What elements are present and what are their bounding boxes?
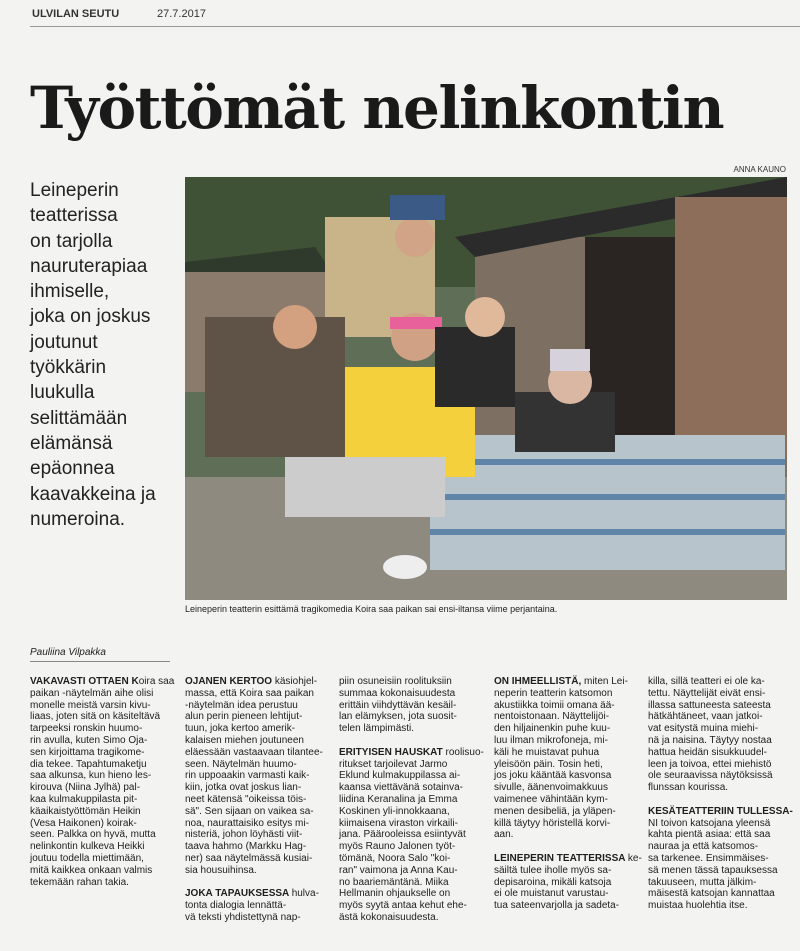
text-line: monelle meistä varsin kivu- [30, 699, 151, 711]
text-line: ON IHMEELLISTÄ, miten Lei- [494, 676, 628, 687]
text-line: no baariemäntänä. Miika [339, 876, 449, 888]
text-line: seen. Palkka on hyvä, mutta [30, 829, 156, 841]
lead-line: kaavakkeina ja [30, 483, 156, 505]
text-line: ner) saa näytelmässä kusiai- [185, 852, 313, 864]
text-line: taava hahmo (Markku Hag- [185, 841, 307, 853]
text-line: ran" vaimona ja Anna Kau- [339, 864, 458, 876]
text-line: kalaisen miehen joutuneen [185, 734, 304, 746]
text-line: Koskinen yli-innokkaana, [339, 805, 450, 817]
text-line: käli he muistavat puhua [494, 746, 600, 758]
lead-line: ihmiselle, [30, 281, 110, 303]
text-line: kaa kulmakuppilasta pit- [30, 793, 138, 805]
text-line: sen kirjoittama tragikome- [30, 746, 145, 758]
lead-line: Leineperin [30, 180, 119, 201]
text-line: dia tekee. Tapahtumaketju [30, 758, 147, 770]
text-line: muistaa huolehtia itse. [648, 900, 748, 912]
text-line: piin osuneisiin roolituksiin [339, 676, 452, 687]
byline-rule [30, 661, 170, 662]
text-line: leen ja toivoa, ettei miehistö [648, 758, 772, 770]
text-line: yleisöön päin. Tosin heti, [494, 758, 603, 770]
text-line: hattua heidän sisukkuudel- [648, 746, 767, 758]
article-column-5 [648, 676, 794, 912]
text-line [339, 735, 485, 747]
text-line: OJANEN KERTOO käsiohjel- [185, 676, 318, 687]
lead-text [30, 178, 180, 532]
text-line: liidina Keranalina ja Emma [339, 793, 458, 805]
text-line: sa tarkenee. Ensimmäises- [648, 852, 769, 864]
lead-line: luukulla [30, 382, 95, 404]
text-line: flunssan kourissa. [648, 782, 729, 794]
text-line: luu ilman mikrofoneja, mi- [494, 734, 608, 746]
text-line: tettu. Näyttelijät eivät ensi- [648, 687, 766, 699]
article-column-2 [185, 676, 331, 924]
text-line: nisteriä, johon löyhästi viit- [185, 829, 303, 841]
text-line: ritukset tarjoilevat Jarmo [339, 758, 448, 770]
text-line: ästä kokonaisuudesta. [339, 911, 439, 923]
lead-line: joutunut [30, 331, 98, 353]
text-line: ole seuraavissa näytöksissä [648, 770, 773, 782]
text-line: nelinkontin kulkeva Heikki [30, 841, 145, 853]
photo-credit: ANNA KAUNO [733, 165, 786, 174]
text-line: ei ole muistanut varustau- [494, 888, 609, 900]
text-line: saa alkunsa, kun hieno les- [30, 770, 152, 782]
article-photo [185, 177, 787, 600]
text-line: nä ja naisina. Täytyy nostaa [648, 734, 772, 746]
lead-line: nauruterapiaa [30, 255, 148, 277]
lead-line: teatterissa [30, 205, 118, 227]
text-line: vä teksti yhdistettynä nap- [185, 911, 301, 923]
text-line: lan elämyksen, jota suosit- [339, 711, 457, 723]
article-column-3 [339, 676, 485, 924]
text-line: kiimaisena viraston virkaili- [339, 817, 458, 829]
text-line: eläessään vastaavaan tilantee- [185, 746, 323, 758]
text-line: paikan -näytelmän aihe olisi [30, 687, 154, 699]
lead-line: selittämään [30, 407, 128, 429]
text-line: nentoistonaan. Näyttelijöi- [494, 711, 610, 723]
text-line: sä menen tässä tapauksessa [648, 864, 778, 876]
text-line: illassa sattuneesta sateesta [648, 699, 771, 711]
text-line: rin avulla, kuten Simo Oja- [30, 734, 148, 746]
text-line: killä täytyy höristellä korvi- [494, 817, 611, 829]
text-line: -näytelmän idea perustuu [185, 699, 298, 711]
text-line: tömänä, Noora Salo "koi- [339, 852, 451, 864]
text-line: erittäin viihdyttävän kesäil- [339, 699, 457, 711]
text-line: myös Rauno Jalonen työt- [339, 841, 456, 853]
text-line: säiltä tulee iholle myös sa- [494, 864, 612, 876]
article-column-4 [494, 676, 640, 912]
text-line: tarpeeksi ronskin huumo- [30, 723, 143, 735]
text-line: alun perin pieneen lehtijut- [185, 711, 303, 723]
text-line: hätkähtäneet, vaan jatkoi- [648, 711, 763, 723]
text-line: massa, että Koira saa paikan [185, 687, 314, 699]
text-line: Hellmanin ohjaukselle on [339, 888, 451, 900]
text-line: sä". Sen sijaan on vaikea sa- [185, 805, 314, 817]
text-line: vaimenee vähintään kym- [494, 793, 608, 805]
lead-line: numeroina. [30, 508, 126, 530]
text-line: kiin, jotka ovat joskus lian- [185, 782, 302, 794]
text-line: seen. Näytelmän huumo- [185, 758, 297, 770]
text-line: ERITYISEN HAUSKAT roolisuo- [339, 746, 484, 758]
text-line: telen lämpimästi. [339, 723, 415, 735]
text-line: summaa kokonaisuudesta [339, 687, 456, 699]
text-line: tuun, joka kertoo amerik- [185, 723, 296, 735]
photo-caption: Leineperin teatterin esittämä tragikomedia Koira saa paikan sai ensi-iltansa viime perjantaina. [185, 604, 558, 614]
text-line: depisaroina, mikäli katsoja [494, 876, 612, 888]
text-line: liaas, joten sitä on käsiteltävä [30, 711, 161, 723]
text-line: tekemään rahan takia. [30, 876, 129, 888]
text-line: killa, sillä teatteri ei ole ka- [648, 676, 765, 687]
article-column-1 [30, 676, 176, 888]
text-line: mitä kaikkea onkaan valmis [30, 864, 153, 876]
text-line: Eklund kulmakuppilassa ai- [339, 770, 461, 782]
lead-line: elämänsä [30, 432, 113, 454]
text-line [648, 794, 794, 806]
byline: Pauliina Vilpakka [30, 647, 106, 658]
text-line: mäisestä katsojan kannattaa [648, 888, 775, 900]
lead-line: työkkärin [30, 357, 107, 379]
text-line: sia housuihinsa. [185, 864, 257, 876]
text-line: kirouva (Niina Jylhä) pal- [30, 782, 141, 794]
text-line: KESÄTEATTERIIN TULLESSA- [648, 805, 793, 817]
text-line: VAKAVASTI OTTAEN Koira saa [30, 676, 175, 687]
lead-line: on tarjolla [30, 230, 113, 252]
header-rule [30, 26, 800, 27]
text-line: jos joku kääntää kasvonsa [494, 770, 612, 782]
text-line: jana. Päärooleissa esiintyvät [339, 829, 466, 841]
text-line: sivulle, äänenvoimakkuus [494, 782, 608, 794]
lead-line: joka on joskus [30, 306, 151, 328]
text-line: NI toivon katsojana yleensä [648, 817, 771, 829]
text-line: noa, naurattaisiko esitys mi- [185, 817, 309, 829]
text-line: den hiljainenkin puhe kuu- [494, 723, 611, 735]
text-line: myös syytä antaa kehut ehe- [339, 900, 467, 912]
text-line: neet kätensä "oikeissa töis- [185, 793, 307, 805]
headline: Työttömät nelinkontin [30, 74, 724, 142]
text-line: rin uppoaakin varmasti kaik- [185, 770, 310, 782]
text-line: takuuseen, mutta jälkim- [648, 876, 757, 888]
text-line [185, 877, 331, 889]
text-line: aan. [494, 829, 514, 841]
text-line: käaikaistyöttömän Heikin [30, 805, 141, 817]
text-line: vat esitystä muina miehi- [648, 723, 759, 735]
text-line: tua sateenvarjolla ja sadeta- [494, 900, 620, 912]
text-line [494, 841, 640, 853]
text-line: neperin teatterin katsomon [494, 687, 613, 699]
text-line: menen desibeliä, ja yläpen- [494, 805, 616, 817]
text-line: nauraa ja että katsomos- [648, 841, 759, 853]
text-line: tonta dialogia lennättä- [185, 900, 287, 912]
text-line: joutuu todella miettimään, [30, 852, 144, 864]
text-line: LEINEPERIN TEATTERISSA ke- [494, 852, 642, 864]
newspaper-name: ULVILAN SEUTU [32, 8, 120, 20]
text-line: kahta pientä asiaa: että saa [648, 829, 771, 841]
issue-date: 27.7.2017 [157, 8, 206, 20]
text-line: kaansa viettävänä sotainva- [339, 782, 463, 794]
text-line: JOKA TAPAUKSESSA hulva- [185, 888, 319, 900]
theatre-scene-illustration [185, 177, 787, 600]
text-line: akustiikka toimii omana ää- [494, 699, 615, 711]
lead-line: epäonnea [30, 458, 115, 480]
text-line: (Vesa Haikonen) koirak- [30, 817, 137, 829]
